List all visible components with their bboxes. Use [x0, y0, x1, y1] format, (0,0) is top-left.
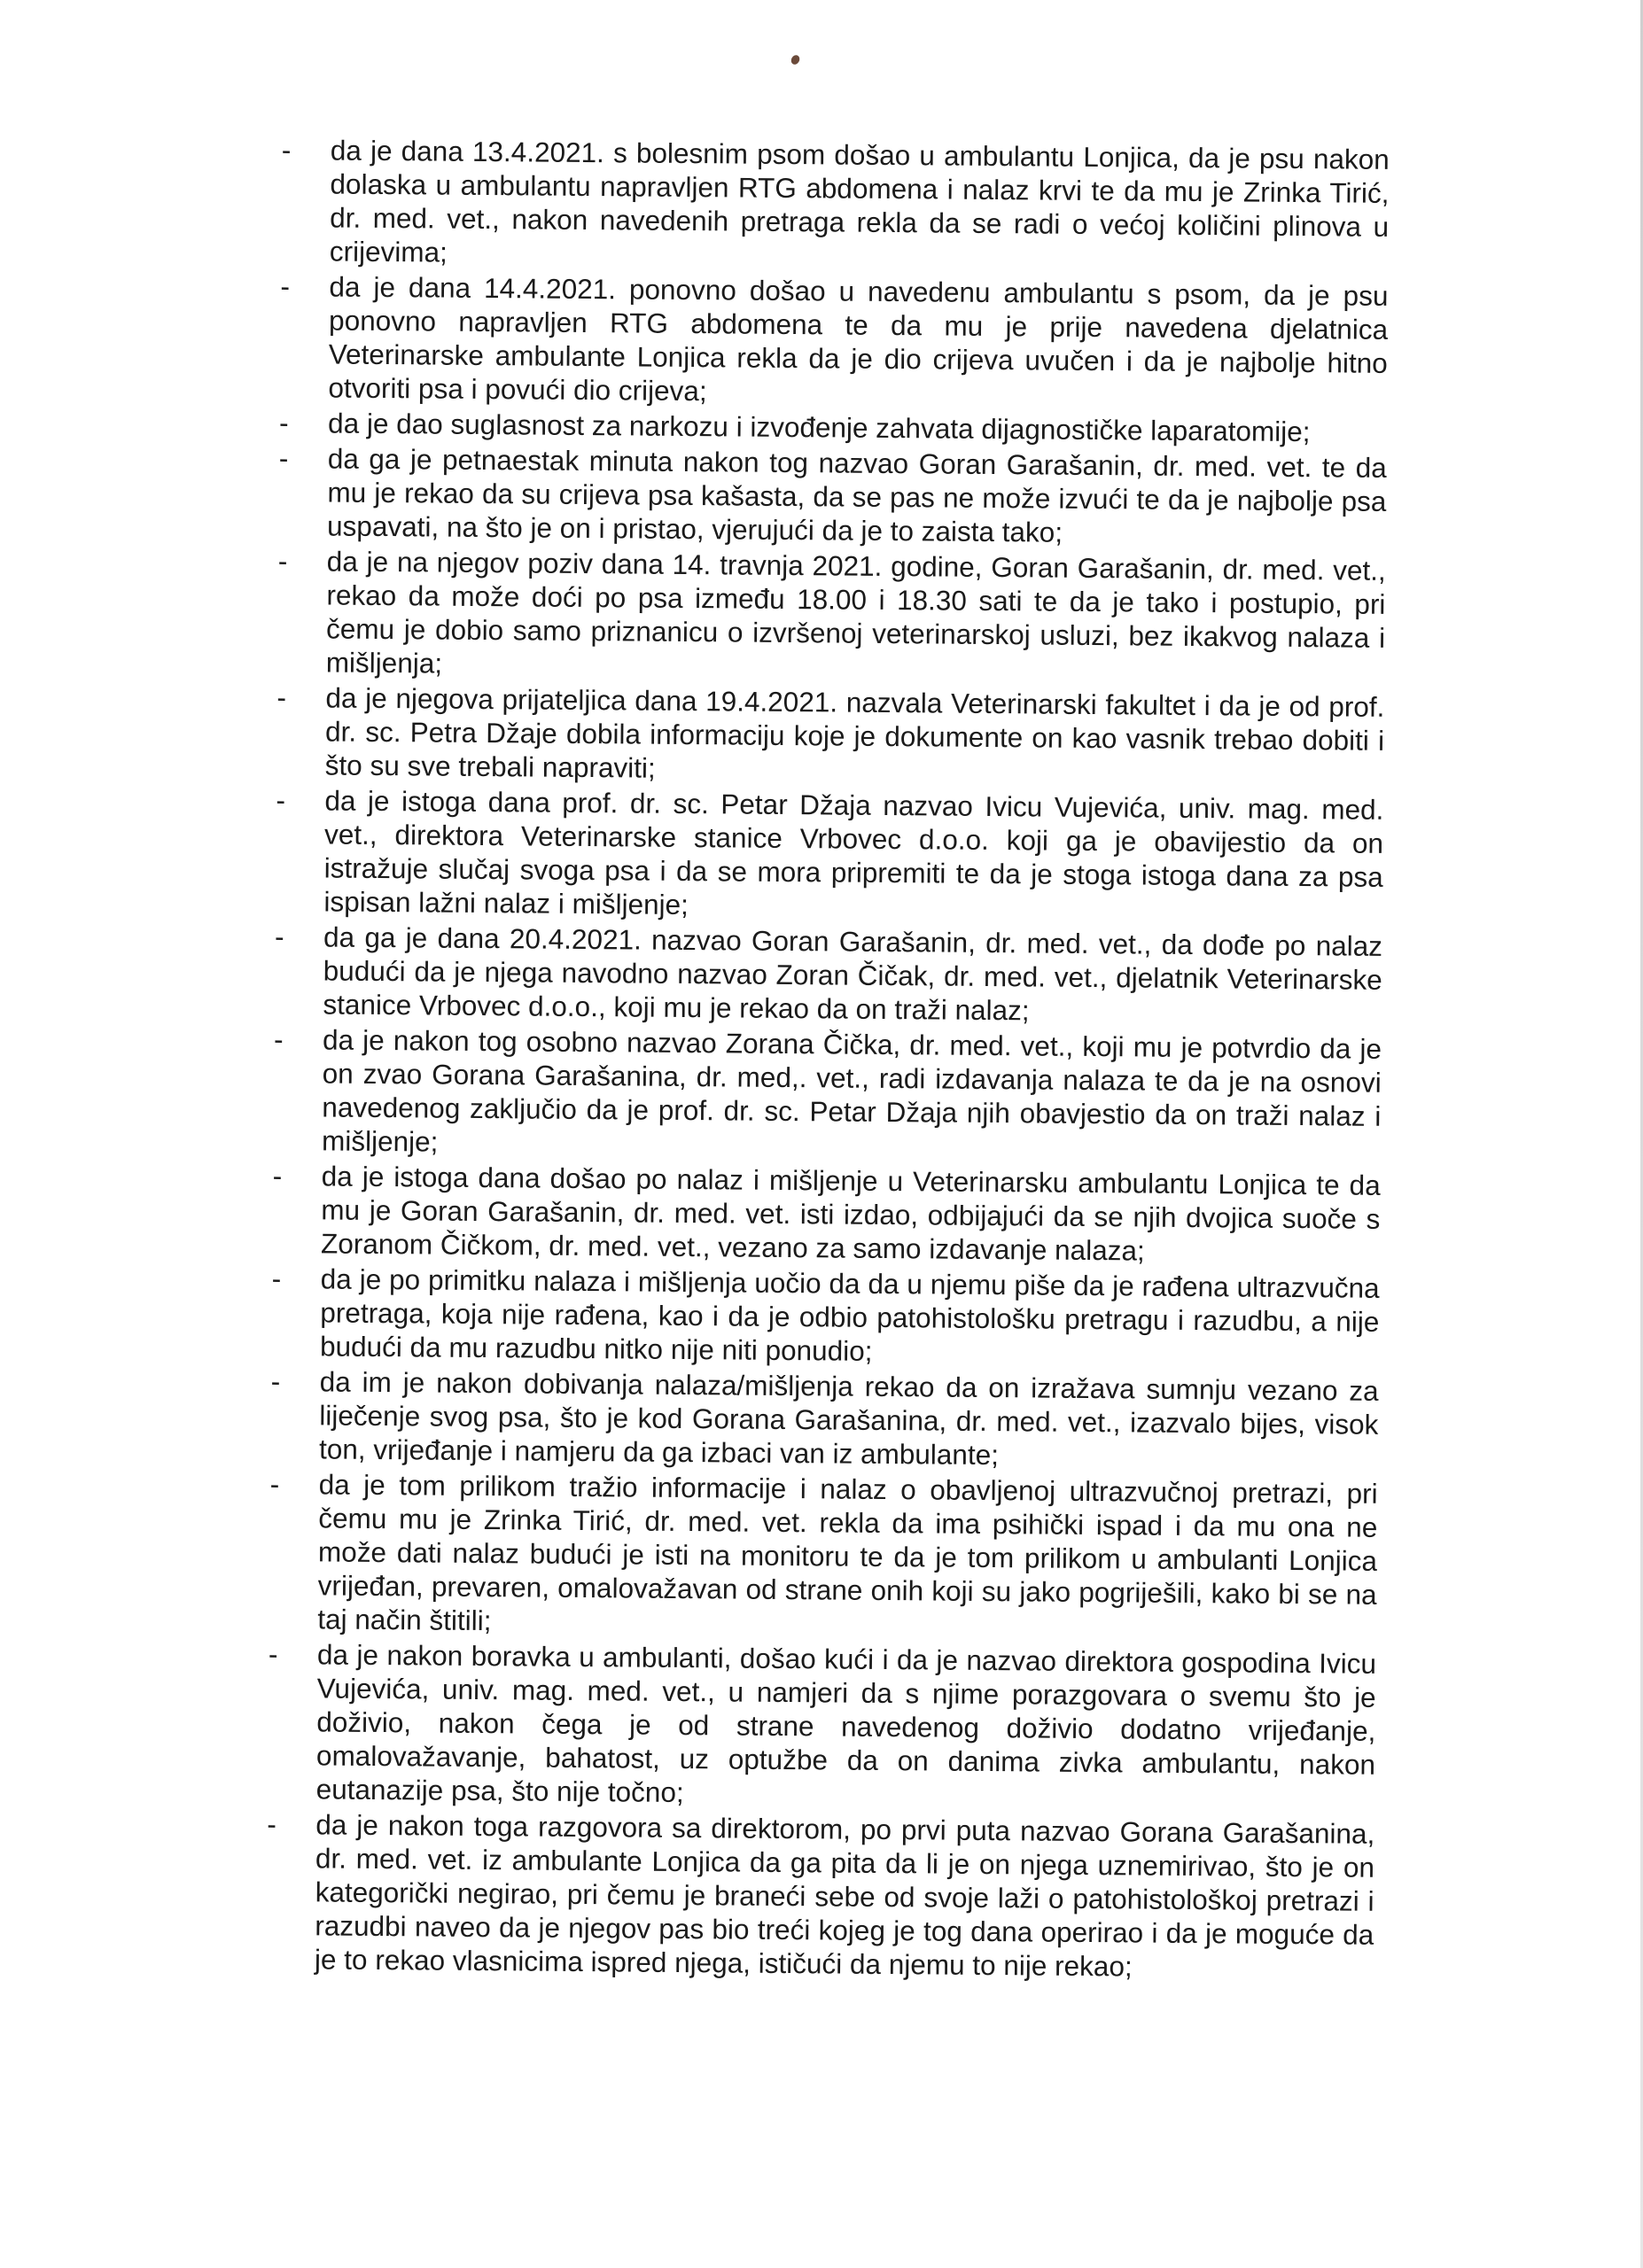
item-text: da je njegova prijateljica dana 19.4.2021. nazvala Veterinarski fakultet i da je od prof. dr. sc. Petra Džaje dobila informaciju koje je dokumente on kao vasnik trebao dobiti i što su sve trebali napraviti; — [324, 681, 1385, 784]
item-text: da je nakon boravka u ambulanti, došao kući i da je nazvao direktora gospodina Ivicu Vujevića, univ. mag. med. vet., u namjeri da s njime porazgovara o svemu što je doživio, nakon čega je od strane navedenog doživio dodatno vrijeđanje, omalovažavanje, bahatost, uz optužbe da on danima zivka ambulantu, nakon eutanazije psa, što nije točno; — [315, 1638, 1377, 1809]
item-text: da je dao suglasnost za narkozu i izvođenje zahvata dijagnostičke laparatomije; — [327, 407, 1311, 448]
document-body — [266, 133, 1390, 1987]
bullet-dash: - — [274, 920, 284, 953]
bullet-dash: - — [270, 1364, 281, 1398]
bullet-dash: - — [273, 1022, 284, 1056]
bullet-dash: - — [277, 544, 288, 578]
list-item — [275, 783, 1383, 928]
item-text: da je po primitku nalaza i mišljenja uočio da da u njemu piše da je rađena ultrazvučna pretraga, koja nije rađena, kao i da je odbio patohistološku pretragu i razudbu, a nije budući da mu razudbu nitko nije niti ponudio; — [319, 1262, 1380, 1367]
list-item — [277, 544, 1386, 688]
item-text: da je nakon tog osobno nazvao Zorana Čička, dr. med. vet., koji mu je potvrdio da je on zvao Gorana Garašanina, dr. med,. vet., radi izdavanja nalaza te da je na osnovi navedenog zaključio da je prof. dr. sc. Petar Džaja njih obavjestio da on traži nalaz i mišljenje; — [321, 1023, 1382, 1158]
bullet-dash: - — [272, 1159, 283, 1192]
list-item — [272, 1159, 1381, 1270]
list-item — [273, 1022, 1382, 1167]
item-text: da ga je dana 20.4.2021. nazvao Goran Garašanin, dr. med. vet., da dođe po nalaz budući da je njega navodno nazvao Zoran Čičak, dr. med. vet., djelatnik Veterinarske stanice Vrbovec d.o.o., koji mu je rekao da on traži nalaz; — [323, 920, 1383, 1027]
bullet-dash: - — [280, 269, 291, 303]
item-text: da im je nakon dobivanja nalaza/mišljenja rekao da on izražava sumnju vezano za liječenje svog psa, što je kod Gorana Garašanina, dr. med. vet., izazvalo bijes, visok ton, vrijeđanje i namjeru da ga izbaci van iz ambulante; — [318, 1365, 1379, 1472]
item-text: da ga je petnaestak minuta nakon tog nazvao Goran Garašanin, dr. med. vet. te da mu je rekao da su crijeva psa kašasta, da se pas ne može izvući te da je najbolje psa uspavati, na što je on i pristao, vjerujući da je to zaista tako; — [326, 442, 1387, 548]
list-item — [278, 441, 1387, 552]
item-text: da je nakon toga razgovora sa direktorom, po prvi puta nazvao Gorana Garašanina, dr. med. vet. iz ambulante Lonjica da ga pita da li je on njega uznemirivao, što je on kategorički negirao, pri čemu je braneći sebe od svoje laži o patohistološkoj pretrazi i razudbi naveo da je njegov pas bio treći kojeg je tog dana operirao i da je moguće da je to rekao vlasnicima ispred njega, ističući da njemu to nije rekao; — [314, 1808, 1375, 1983]
statement-list — [266, 133, 1390, 1985]
item-text: da je istoga dana došao po nalaz i mišljenje u Veterinarsku ambulantu Lonjica te da mu je Goran Garašanin, dr. med. vet. isti izdao, odbijajući da se njih dvojica suoče s Zoranom Čičkom, dr. med. vet., vezano za samo izdavanje nalaza; — [320, 1160, 1381, 1267]
list-item — [266, 1807, 1375, 1985]
ink-speck — [790, 53, 801, 66]
list-item — [270, 1364, 1379, 1475]
list-item — [274, 920, 1382, 1030]
bullet-dash: - — [267, 1807, 276, 1841]
item-text: da je dana 14.4.2021. ponovno došao u navedenu ambulantu s psom, da je psu ponovno napravljen RTG abdomena te da mu je prije navedena djelatnica Veterinarske ambulante Lonjica rekla da je dio crijeva uvučen i da je najbolje hitno otvoriti psa i povući dio crijeva; — [328, 270, 1389, 408]
bullet-dash: - — [269, 1467, 280, 1501]
bullet-dash: - — [276, 680, 287, 714]
list-item — [269, 1467, 1378, 1645]
item-text: da je na njegov poziv dana 14. travnja 2021. godine, Goran Garašanin, dr. med. vet., rekao da može doći po psa između 18.00 i 18.30 sati te da je tako i postupio, pri čemu je dobio samo priznanicu o izvršenoj veterinarskoj usluzi, bez ikakvog nalaza i mišljenja; — [325, 545, 1386, 680]
bullet-dash: - — [281, 133, 292, 167]
bullet-dash: - — [278, 441, 289, 475]
list-item — [281, 133, 1390, 277]
bullet-dash: - — [268, 1637, 278, 1671]
bullet-dash: - — [278, 406, 289, 439]
list-item — [276, 680, 1385, 791]
list-item — [279, 269, 1388, 414]
bullet-dash: - — [271, 1262, 282, 1295]
item-text: da je istoga dana prof. dr. sc. Petar Džaja nazvao Ivicu Vujevića, univ. mag. med. vet., direktora Veterinarske stanice Vrbovec d.o.o. koji ga je obavijestio da on istražuje slučaj svoga psa i da se mora pripremiti te da je stoga istoga dana za psa ispisan lažni nalaz i mišljenje; — [323, 784, 1384, 921]
list-item — [271, 1262, 1380, 1372]
list-item — [268, 1637, 1377, 1815]
item-text: da je tom prilikom tražio informacije i nalaz o obavljenoj ultrazvučnoj pretrazi, pri čemu mu je Zrinka Tirić, dr. med. vet. rekla da ima psihički ispad i da mu ona ne može dati nalaz budući je isti na monitoru te da je tom prilikom u ambulanti Lonjica vrijeđan, prevaren, omalovažavan od strane onih koji su jako pogriješili, kako bi se na taj način štitili; — [317, 1468, 1378, 1637]
item-text: da je dana 13.4.2021. s bolesnim psom došao u ambulantu Lonjica, da je psu nakon dolaska u ambulantu napravljen RTG abdomena i nalaz krvi te da mu je Zrinka Tirić, dr. med. vet., nakon navedenih pretraga rekla da se radi o većoj količini plinova u crijevima; — [329, 134, 1390, 268]
bullet-dash: - — [276, 783, 286, 817]
